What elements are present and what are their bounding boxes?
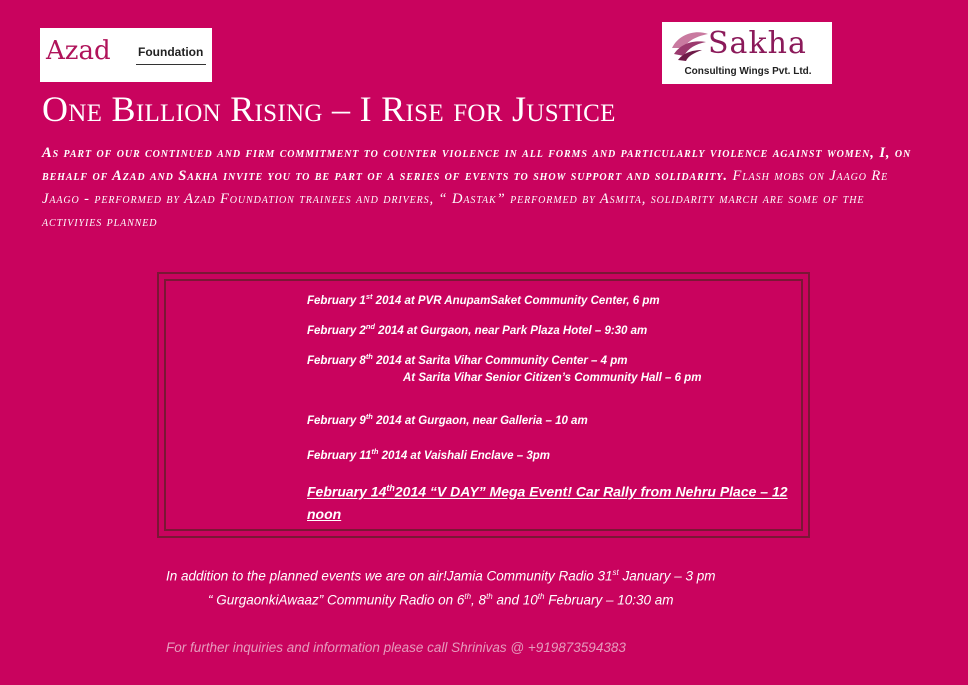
intro-text: As part of our continued and firm commitment to counter violence in all forms and particularly violence against women, I, on behalf of Azad and Sakha invite you to be part of a series of events to show support and solidarity. xyxy=(42,145,912,184)
page-title: One Billion Rising – I Rise for Justice xyxy=(42,89,616,129)
wing-icon xyxy=(670,28,710,62)
azad-logo-rule xyxy=(136,64,206,65)
contact-info: For further inquiries and information please call Shrinivas @ +919873594383 xyxy=(166,640,626,655)
sakha-logo-word: Sakha xyxy=(708,26,807,61)
event-item: February 2nd 2014 at Gurgaon, near Park Plaza Hotel – 9:30 am xyxy=(307,322,648,337)
sakha-logo-tagline: Consulting Wings Pvt. Ltd. xyxy=(684,66,812,77)
event-item: February 1st 2014 at PVR AnupamSaket Community Center, 6 pm xyxy=(307,292,660,307)
event-item: February 9th 2014 at Gurgaon, near Galleria – 10 am xyxy=(307,412,588,427)
sakha-logo xyxy=(662,22,832,84)
radio-line-jamia: In addition to the planned events we are on air!Jamia Community Radio 31st January – 3 pm xyxy=(166,568,716,584)
events-box xyxy=(157,272,810,538)
intro-activities-text: Flash mobs on Jaago Re Jaago - performed by Azad Foundation trainees and drivers, “ Dastak” performed by Asmita, solidarity march are some of the activiyies planned xyxy=(42,168,889,230)
events-inner-frame xyxy=(164,279,803,531)
intro-paragraph xyxy=(42,142,922,234)
azad-logo-tagline: Foundation xyxy=(138,45,204,59)
event-item: February 8th 2014 at Sarita Vihar Community Center – 4 pm xyxy=(307,352,628,367)
event-item: February 11th 2014 at Vaishali Enclave – 3pm xyxy=(307,447,550,462)
azad-logo-word: Azad xyxy=(46,36,111,66)
azad-foundation-logo xyxy=(40,28,212,82)
radio-line-gurgaon: “ GurgaonkiAwaaz” Community Radio on 6th, 8th and 10th February – 10:30 am xyxy=(208,592,674,608)
event-item-highlight: February 14th2014 “V DAY” Mega Event! Car Rally from Nehru Place – 12 noon xyxy=(307,483,788,522)
event-item-continuation: At Sarita Vihar Senior Citizen’s Community Hall – 6 pm xyxy=(403,372,702,384)
